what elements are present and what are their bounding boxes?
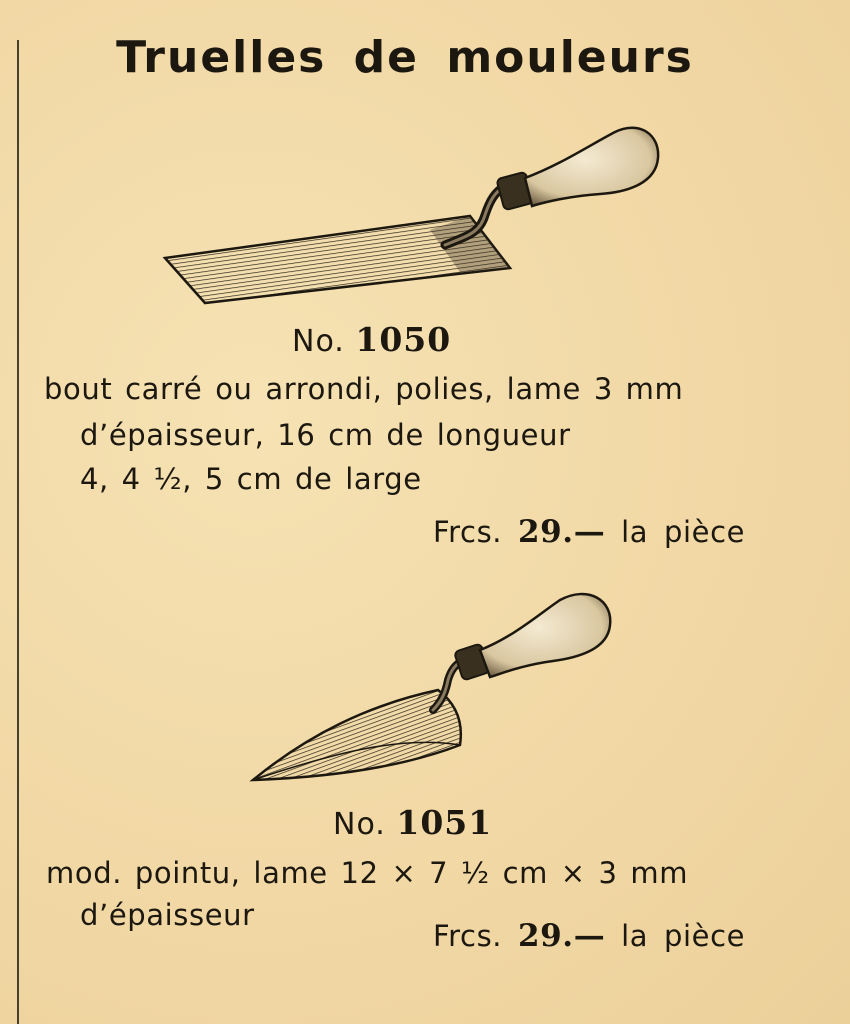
- product-1051-price: [433, 918, 745, 954]
- product-no-value: 1051: [396, 803, 493, 842]
- product-number-1051: [333, 803, 492, 842]
- product-1050-line-1: bout carré ou arrondi, polies, lame 3 mm: [44, 372, 684, 406]
- price-currency: Frcs.: [433, 919, 503, 953]
- price-currency: Frcs.: [433, 515, 503, 549]
- product-1050-line-2: d’épaisseur, 16 cm de longueur: [80, 418, 571, 452]
- left-margin-rule: [17, 40, 19, 1024]
- product-no-value: 1050: [355, 320, 452, 359]
- product-no-prefix: No.: [333, 807, 386, 842]
- page-title: Truelles de mouleurs: [116, 32, 694, 83]
- product-1050-price: [433, 514, 745, 550]
- pointed-trowel-icon: [248, 585, 618, 785]
- price-unit: la pièce: [621, 919, 746, 953]
- price-amount: 29.—: [517, 918, 606, 954]
- product-1050-line-3: 4, 4 ½, 5 cm de large: [80, 462, 422, 496]
- price-amount: 29.—: [517, 514, 606, 550]
- product-number-1050: [292, 320, 451, 359]
- square-trowel-icon: [160, 120, 670, 315]
- product-1051-line-2: d’épaisseur: [80, 898, 255, 932]
- product-no-prefix: No.: [292, 324, 345, 359]
- product-1051-line-1: mod. pointu, lame 12 × 7 ½ cm × 3 mm: [46, 856, 689, 890]
- price-unit: la pièce: [621, 515, 746, 549]
